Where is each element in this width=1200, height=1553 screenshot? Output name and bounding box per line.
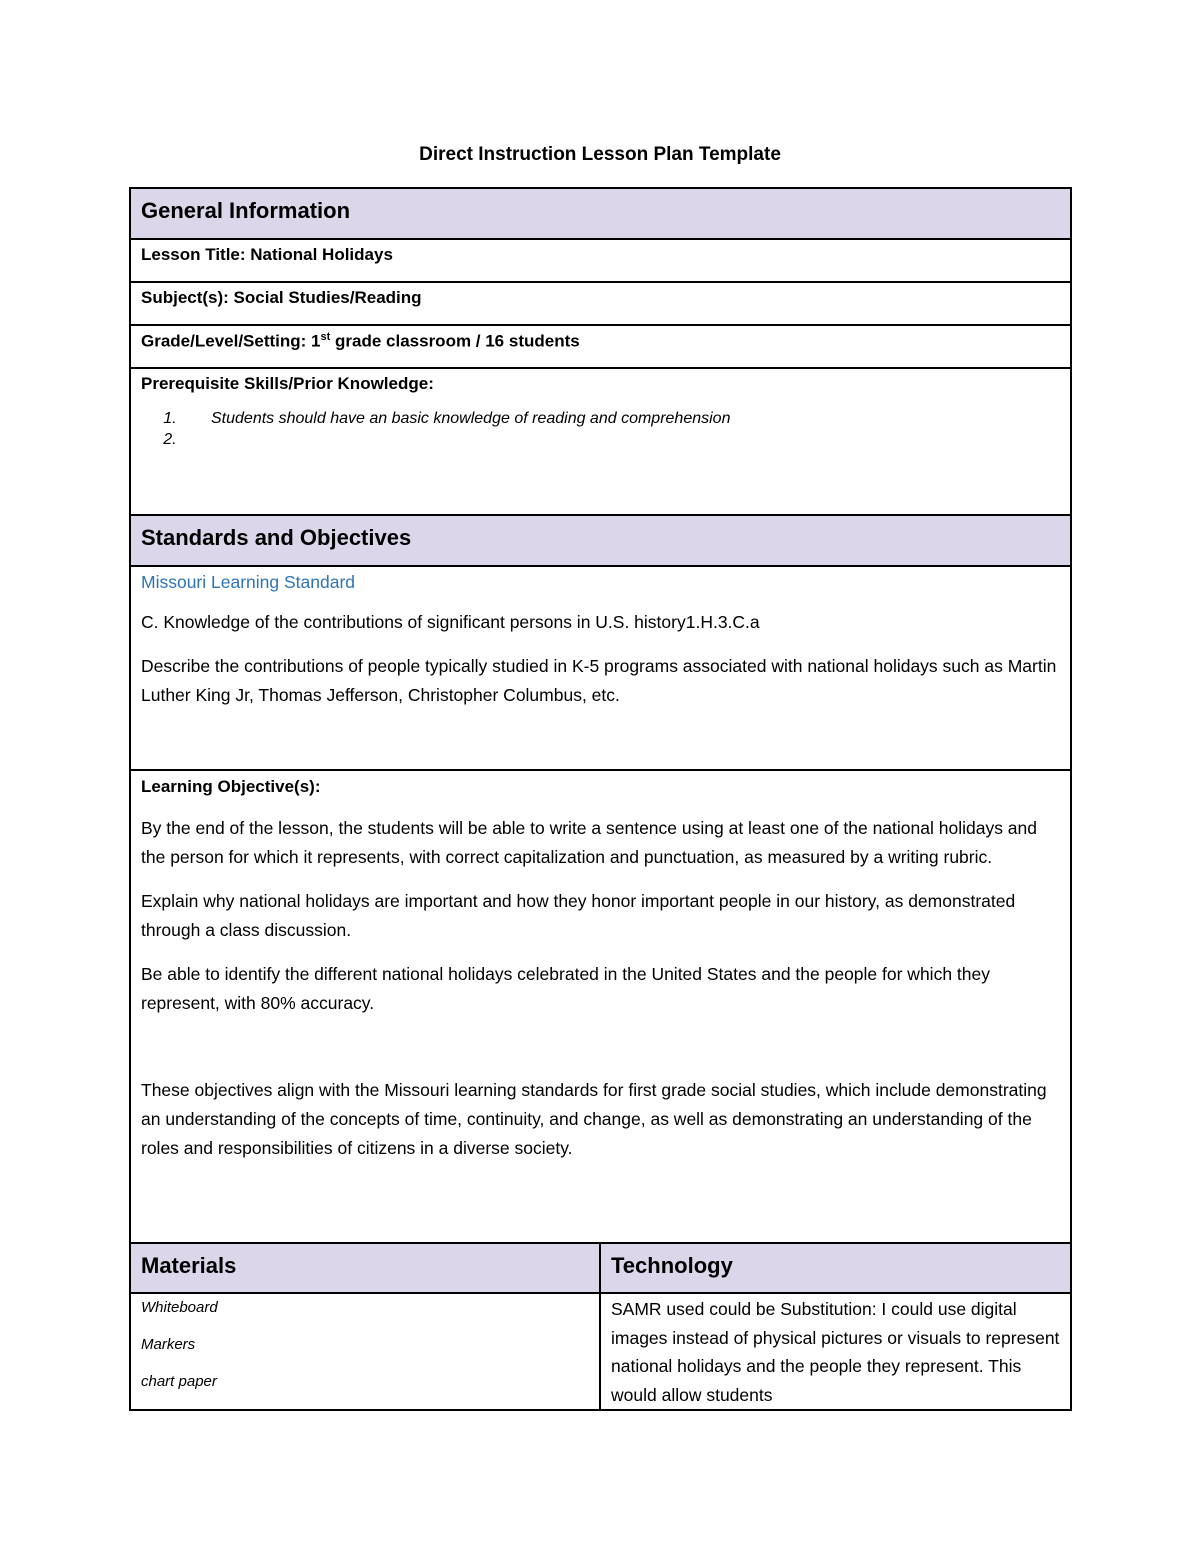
standards-alignment: These objectives align with the Missouri learning standards for first grade social studies, which include demonstrating an understanding of the concepts of time, continuity, and change, as well as demonstrating an understanding of the roles and responsibilities of citizens in a diverse society.: [141, 1080, 1047, 1158]
objectives-cell: [130, 770, 1071, 1243]
lesson-title: Lesson Title: National Holidays: [141, 245, 393, 264]
missouri-standard-link[interactable]: Missouri Learning Standard: [141, 572, 356, 592]
prereq-item: 1. Students should have an basic knowledge of reading and comprehension: [181, 408, 1060, 429]
standard-code: C. Knowledge of the contributions of significant persons in U.S. history1.H.3.C.a: [141, 612, 760, 632]
materials-header: [130, 1243, 600, 1293]
objective-1: By the end of the lesson, the students will be able to write a sentence using at least one of the national holidays and the person for which it represents, with correct capitalization and punctuation, as measured by a writing rubric.: [141, 818, 1038, 867]
grade-level-setting: [141, 326, 1060, 352]
standards-heading: Standards and Objectives: [141, 525, 412, 550]
prereq-list: [141, 408, 1060, 450]
grade-suffix: grade classroom / 16 students: [330, 331, 580, 351]
technology-cell: [600, 1293, 1071, 1410]
prereq-label: Prerequisite Skills/Prior Knowledge:: [141, 374, 434, 393]
technology-text: SAMR used could be Substitution: I could use digital images instead of physical pictures or visuals to represent national holidays and the people they represent. This would allow students: [611, 1299, 1060, 1405]
material-item: chart paper: [141, 1373, 217, 1390]
materials-heading: Materials: [141, 1253, 237, 1278]
lesson-plan-table: [129, 187, 1072, 1411]
document-title: Direct Instruction Lesson Plan Template: [419, 144, 781, 165]
materials-cell: [130, 1293, 600, 1410]
subjects-cell: [130, 282, 1071, 325]
general-info-heading: General Information: [141, 198, 351, 223]
prereq-item: [181, 429, 1060, 450]
objectives-label: Learning Objective(s):: [141, 777, 321, 796]
grade-superscript: st: [320, 331, 331, 343]
objective-2: Explain why national holidays are important and how they honor important people in our history, as demonstrated through a class discussion.: [141, 891, 1016, 940]
material-item: Whiteboard: [141, 1299, 218, 1316]
grade-level-cell: [130, 325, 1071, 368]
subjects: Subject(s): Social Studies/Reading: [141, 288, 422, 307]
objective-3: Be able to identify the different national holidays celebrated in the United States and the people for which they represent, with 80% accuracy.: [141, 964, 990, 1013]
prereq-cell: [130, 368, 1071, 515]
standard-description: Describe the contributions of people typically studied in K-5 programs associated with national holidays such as Martin Luther King Jr, Thomas Jefferson, Christopher Columbus, etc.: [141, 656, 1057, 705]
grade-prefix: Grade/Level/Setting: 1: [141, 331, 321, 351]
general-info-header-row: [130, 188, 1071, 239]
material-item: Markers: [141, 1336, 196, 1353]
standards-header: [130, 515, 1071, 566]
standards-cell: [130, 566, 1071, 770]
technology-heading: Technology: [611, 1253, 733, 1278]
lesson-title-cell: [130, 239, 1071, 282]
technology-header: [600, 1243, 1071, 1293]
general-info-header: [130, 188, 1071, 239]
